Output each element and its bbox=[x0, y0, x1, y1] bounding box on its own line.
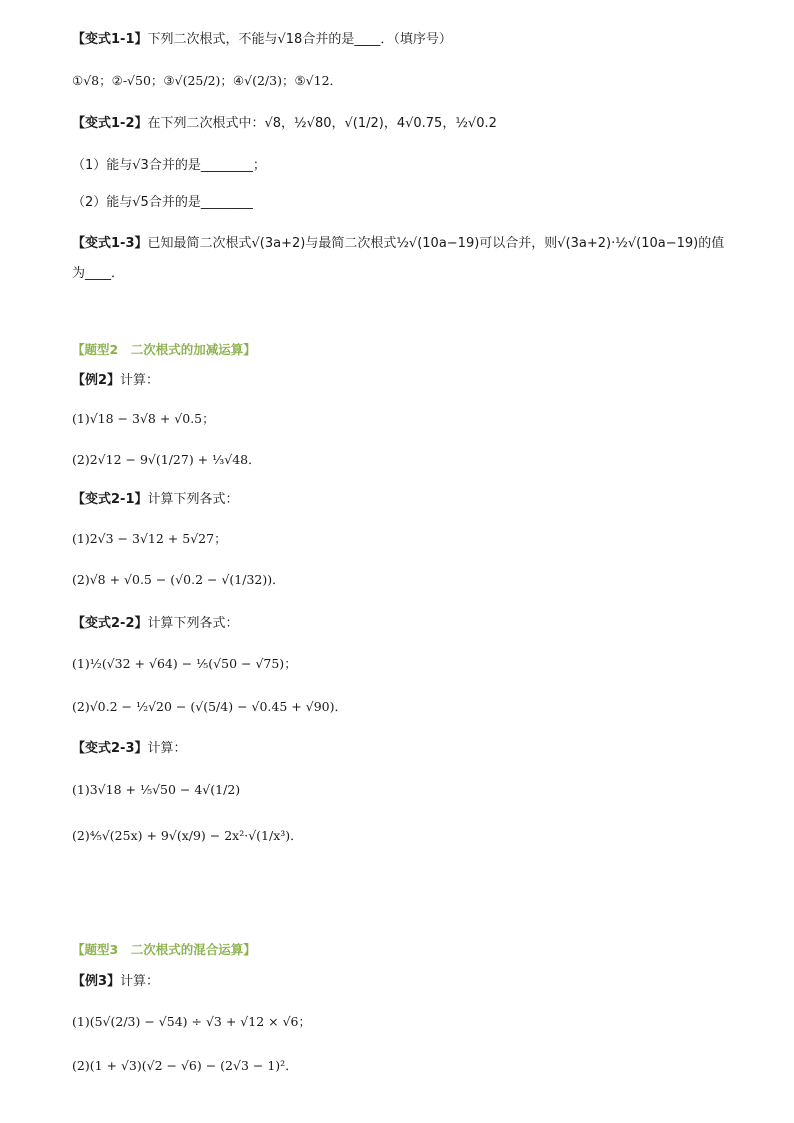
variant-2-3-item-2: (2)⅘√(25x) + 9√(x/9) − 2x²·√(1/x³)． bbox=[72, 828, 303, 843]
variant-1-2-q2: （2）能与√5合并的是________ bbox=[72, 195, 253, 210]
example-2-item-1: (1)√18 − 3√8 + √0.5； bbox=[72, 411, 215, 426]
variant-2-2-tag: 【变式2-2】 bbox=[72, 616, 148, 631]
variant-2-3 bbox=[72, 739, 187, 759]
variant-1-2 bbox=[72, 114, 497, 134]
variant-1-1-tag: 【变式1-1】 bbox=[72, 32, 148, 47]
variant-1-3-text-2: 为____． bbox=[72, 266, 125, 281]
example-3-item-2: (2)(1 + √3)(√2 − √6) − (2√3 − 1)²． bbox=[72, 1058, 298, 1073]
variant-2-1-item-1: (1)2√3 − 3√12 + 5√27； bbox=[72, 531, 227, 546]
example-3-item-1: (1)(5√(2/3) − √54) ÷ √3 + √12 × √6； bbox=[72, 1014, 312, 1029]
example-3-tag: 【例3】 bbox=[72, 974, 121, 989]
variant-1-2-text: 在下列二次根式中：√8，½√80，√(1/2)，4√0.75，½√0.2 bbox=[147, 116, 497, 131]
variant-1-3-tag: 【变式1-3】 bbox=[72, 236, 148, 251]
variant-1-2-tag: 【变式1-2】 bbox=[72, 116, 148, 131]
example-2 bbox=[72, 371, 159, 391]
variant-2-1-item-2: (2)√8 + √0.5 − (√0.2 − √(1/32))． bbox=[72, 572, 285, 587]
section-2-heading: 【题型2 二次根式的加减运算】 bbox=[72, 342, 256, 357]
example-2-tag: 【例2】 bbox=[72, 373, 121, 388]
variant-2-2 bbox=[72, 614, 239, 634]
example-2-item-2: (2)2√12 − 9√(1/27) + ⅓√48． bbox=[72, 452, 261, 467]
variant-2-1 bbox=[72, 490, 239, 510]
variant-2-3-text: 计算： bbox=[147, 741, 187, 756]
variant-1-2-q1: （1）能与√3合并的是________； bbox=[72, 158, 266, 173]
example-2-text: 计算： bbox=[120, 373, 160, 388]
variant-2-2-item-2: (2)√0.2 − ½√20 − (√(5/4) − √0.45 + √90)． bbox=[72, 699, 347, 714]
variant-1-3 bbox=[72, 234, 724, 254]
variant-1-3-text-1: 已知最简二次根式√(3a+2)与最简二次根式½√(10a−19)可以合并，则√(3a+2)·½√(10a−19)的值 bbox=[147, 236, 725, 251]
variant-2-1-text: 计算下列各式： bbox=[147, 492, 239, 507]
variant-2-3-tag: 【变式2-3】 bbox=[72, 741, 148, 756]
example-3 bbox=[72, 972, 159, 992]
variant-2-3-item-1: (1)3√18 + ⅕√50 − 4√(1/2) bbox=[72, 782, 241, 797]
variant-2-1-tag: 【变式2-1】 bbox=[72, 492, 148, 507]
variant-1-1 bbox=[72, 30, 452, 50]
variant-2-2-text: 计算下列各式： bbox=[147, 616, 239, 631]
variant-1-1-options: ①√8；②-√50；③√(25/2)；④√(2/3)；⑤√12． bbox=[72, 73, 343, 88]
example-3-text: 计算： bbox=[120, 974, 160, 989]
section-3-heading: 【题型3 二次根式的混合运算】 bbox=[72, 942, 256, 957]
variant-1-1-text: 下列二次根式，不能与√18合并的是____．（填序号） bbox=[147, 32, 452, 47]
variant-2-2-item-1: (1)½(√32 + √64) − ⅕(√50 − √75)； bbox=[72, 656, 297, 671]
